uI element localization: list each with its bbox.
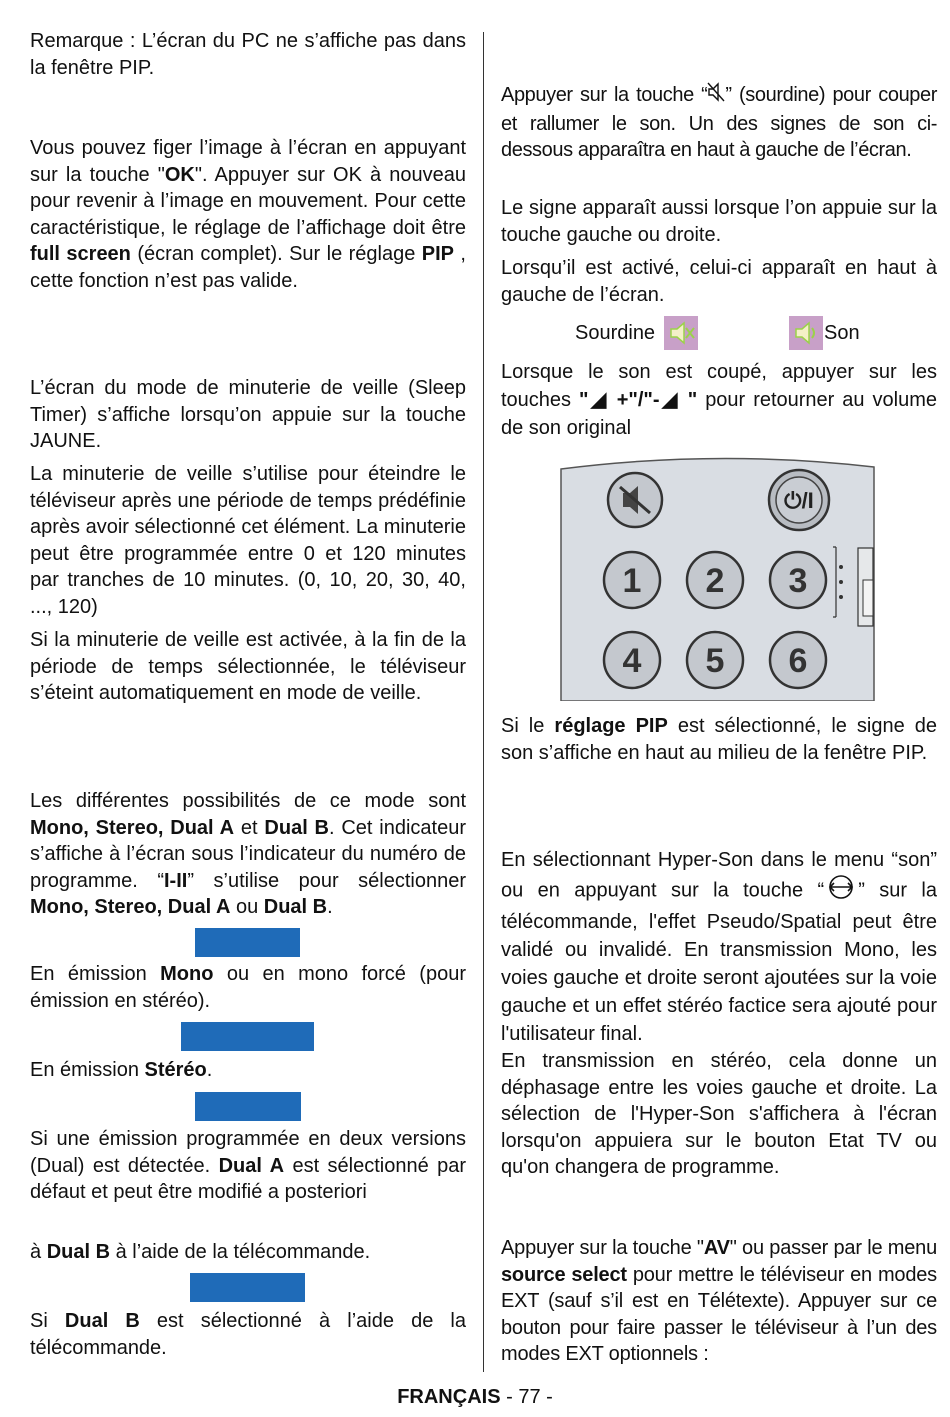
sleep-text-2: La minuterie de veille s’utilise pour éteindre le téléviseur après une période de temps prédéfinie après avoir sélectionné cet élément. La minuterie peut être programmée entre 0 et 120 minutes par tranches de 10 minutes. (0, 10, 20, 30, 40, ..., 120)	[30, 463, 466, 618]
remote-key-6	[770, 632, 826, 688]
remote-key-label: 3	[788, 562, 808, 600]
remote-control-illustration	[560, 455, 876, 701]
freeze-full-screen: full screen	[30, 243, 131, 265]
dual-text-2: . Cet indicateur s’affiche à l’écran sous l’indicateur du numéro de programme. “	[30, 816, 466, 892]
pip-text-2: est sélectionné, le signe de son s’affiche en haut au milieu de la fenêtre PIP.	[501, 715, 937, 764]
hyper-paragraph-2	[501, 1048, 937, 1181]
power-button-graphic	[769, 470, 829, 530]
sleep-text-3: Si la minuterie de veille est activée, à la fin de la période de temps sélectionnée, le téléviseur s’éteint automatiquement en mode de veille.	[30, 629, 466, 704]
mute-text-2: ” (sourdine) pour couper et rallumer le son. Un des signes de son ci-dessous apparaîtra en haut à gauche de l’écran.	[501, 84, 938, 161]
mute-button-graphic	[608, 473, 662, 527]
dual-text-1: Les différentes possibilités de ce mode sont	[30, 790, 466, 812]
remote-key-label: 5	[705, 642, 725, 680]
av-bold: AV	[703, 1237, 730, 1259]
pc-note-text: Remarque : L’écran du PC ne s’affiche pas dans la fenêtre PIP.	[30, 30, 466, 79]
sleep-paragraph-2	[30, 461, 466, 620]
dual-a-indicator-bar	[195, 1092, 301, 1121]
sleep-paragraph-1	[30, 375, 466, 455]
restore-text-2: pour retourner au volume de son original	[501, 389, 937, 439]
dual-b-2: Dual B	[263, 896, 328, 918]
remote-key-3	[770, 552, 826, 608]
dual-emission-text-2: est sélectionné par défaut et peut être modifié a posteriori	[30, 1154, 466, 1203]
remote-key-label: 2	[705, 562, 725, 600]
sleep-text-1: L’écran du mode de minuterie de veille (Sleep Timer) s’affiche lorsqu’on appuie sur la touche JAUNE.	[30, 377, 466, 452]
page-footer	[0, 1386, 950, 1409]
sign-paragraph-2	[501, 255, 937, 308]
dual-b-text-2: à l’aide de la télécommande.	[110, 1241, 371, 1263]
hyper-son-icon	[824, 874, 858, 908]
freeze-ok: OK	[164, 163, 195, 186]
remote-key-label: 4	[622, 642, 642, 680]
mono-bold: Mono	[160, 963, 214, 985]
freeze-text-1: Vous pouvez figer l’image à l’écran en appuyant sur la touche "	[30, 137, 466, 186]
son-icon	[789, 316, 823, 358]
hyper-text-3: En transmission en stéréo, cela donne un déphasage entre les voies gauche et droite. La sélection de l'Hyper-Son s'affichera à l'écran lorsqu'on appuiera sur le bouton Etat TV ou qu'on changera de programme.	[501, 1050, 937, 1178]
column-divider	[483, 32, 484, 1372]
dual-b-selected-text-2: est sélectionné à l’aide de la télécommande.	[30, 1310, 466, 1359]
dual-b-selected-text-1: Si	[30, 1310, 65, 1332]
remote-key-2	[687, 552, 743, 608]
remote-key-4	[604, 632, 660, 688]
hyper-text-1: En sélectionnant Hyper-Son dans le menu “son” ou en appuyant sur la touche “	[501, 849, 937, 902]
dual-ou: ou	[230, 896, 264, 918]
dual-et: et	[234, 816, 265, 839]
mono-text-1: En émission	[30, 963, 161, 985]
dual-b: Dual B	[264, 816, 329, 839]
av-text-1: Appuyer sur la touche "	[501, 1237, 704, 1259]
stereo-indicator-bar	[181, 1022, 314, 1051]
dual-b-indicator-bar	[190, 1273, 305, 1302]
pip-bold: réglage PIP	[554, 715, 668, 737]
mono-indicator-bar	[195, 928, 300, 957]
dual-i-ii: I-II	[164, 869, 188, 892]
source-select-bold: source select	[501, 1263, 627, 1286]
stereo-text-1: En émission	[30, 1059, 145, 1081]
sign-text-2: Lorsqu’il est activé, celui-ci apparaît en haut à gauche de l’écran.	[501, 257, 937, 306]
dual-b-bold: Dual B	[46, 1241, 111, 1263]
dual-emission-text-1: Si une émission programmée en deux versions (Dual) est détectée.	[30, 1128, 466, 1177]
av-text-2: " ou passer par le menu	[729, 1237, 938, 1259]
freeze-text-2: ". Appuyer sur OK à nouveau pour revenir à l’image en mouvement. Pour cette caractéristique, le réglage de l’affichage doit être	[30, 163, 466, 239]
mute-icon	[707, 81, 725, 111]
mute-text-1: Appuyer sur la touche “	[501, 84, 708, 107]
stereo-bold: Stéréo	[144, 1059, 207, 1081]
restore-text-1: Lorsque le son est coupé, appuyer sur les touches	[501, 361, 937, 411]
dual-paragraph	[30, 788, 466, 921]
sign-text-1: Le signe apparaît aussi lorsque l’on appuie sur la touche gauche ou droite.	[501, 197, 937, 246]
hyper-paragraph-1	[501, 846, 937, 1048]
remote-key-label: 6	[788, 642, 808, 680]
mono-paragraph	[30, 961, 466, 1014]
mono-text-2: ou en mono forcé (pour émission en stéréo).	[30, 963, 466, 1012]
dual-text-3: ” s’utilise pour sélectionner	[187, 869, 467, 892]
freeze-text-4: , cette fonction n’est pas valide.	[30, 243, 466, 292]
sleep-paragraph-3	[30, 627, 466, 707]
dual-b-paragraph	[30, 1239, 466, 1266]
son-label: Son	[824, 322, 860, 344]
page-number: - 77 -	[500, 1386, 553, 1408]
footer-language: FRANÇAIS	[397, 1386, 501, 1408]
dual-emission-bold: Dual A	[218, 1154, 285, 1177]
freeze-paragraph	[30, 135, 466, 294]
pip-text-1: Si le	[501, 715, 555, 737]
mute-paragraph	[501, 81, 937, 164]
sourdine-label: Sourdine	[575, 322, 656, 344]
pip-paragraph	[501, 713, 937, 766]
dual-b-text-1: à	[30, 1241, 47, 1263]
dual-end: .	[327, 896, 333, 918]
sourdine-icon	[664, 316, 698, 358]
stereo-paragraph	[30, 1057, 466, 1084]
freeze-text-3: (écran complet). Sur le réglage	[130, 243, 422, 265]
dual-b-selected-bold: Dual B	[64, 1310, 140, 1332]
stereo-text-2: .	[206, 1059, 213, 1081]
svg-text:⏻/I: ⏻/I	[784, 488, 814, 513]
dual-modes-2: Mono, Stereo, Dual A	[30, 896, 231, 918]
restore-paragraph	[501, 358, 937, 442]
dual-modes: Mono, Stereo, Dual A	[30, 816, 235, 839]
dual-b-selected-paragraph	[30, 1308, 466, 1361]
av-text-3: pour mettre le téléviseur en modes EXT (sauf s’il est en Télétexte). Appuyer sur ce bouton pour faire passer le téléviseur à l’un des modes EXT optionnels :	[501, 1263, 937, 1365]
av-paragraph	[501, 1235, 937, 1368]
freeze-pip: PIP	[421, 243, 455, 265]
dual-emission-paragraph	[30, 1126, 466, 1206]
hyper-text-2: ” sur la télécommande, l'effet Pseudo/Spatial peut être validé ou invalidé. En transmission Mono, les voies gauche et droite seront ajoutées sur la voie gauche et un effet stéréo factice sera ajouté pour l'utilisateur final.	[501, 879, 937, 1045]
sign-paragraph-1	[501, 195, 937, 248]
volume-keys: "◢ +"/"-◢ "	[579, 389, 698, 411]
remote-key-1	[604, 552, 660, 608]
remote-key-5	[687, 632, 743, 688]
sound-signs-row	[575, 316, 935, 352]
remote-key-label: 1	[622, 562, 642, 600]
pc-note	[30, 28, 466, 81]
